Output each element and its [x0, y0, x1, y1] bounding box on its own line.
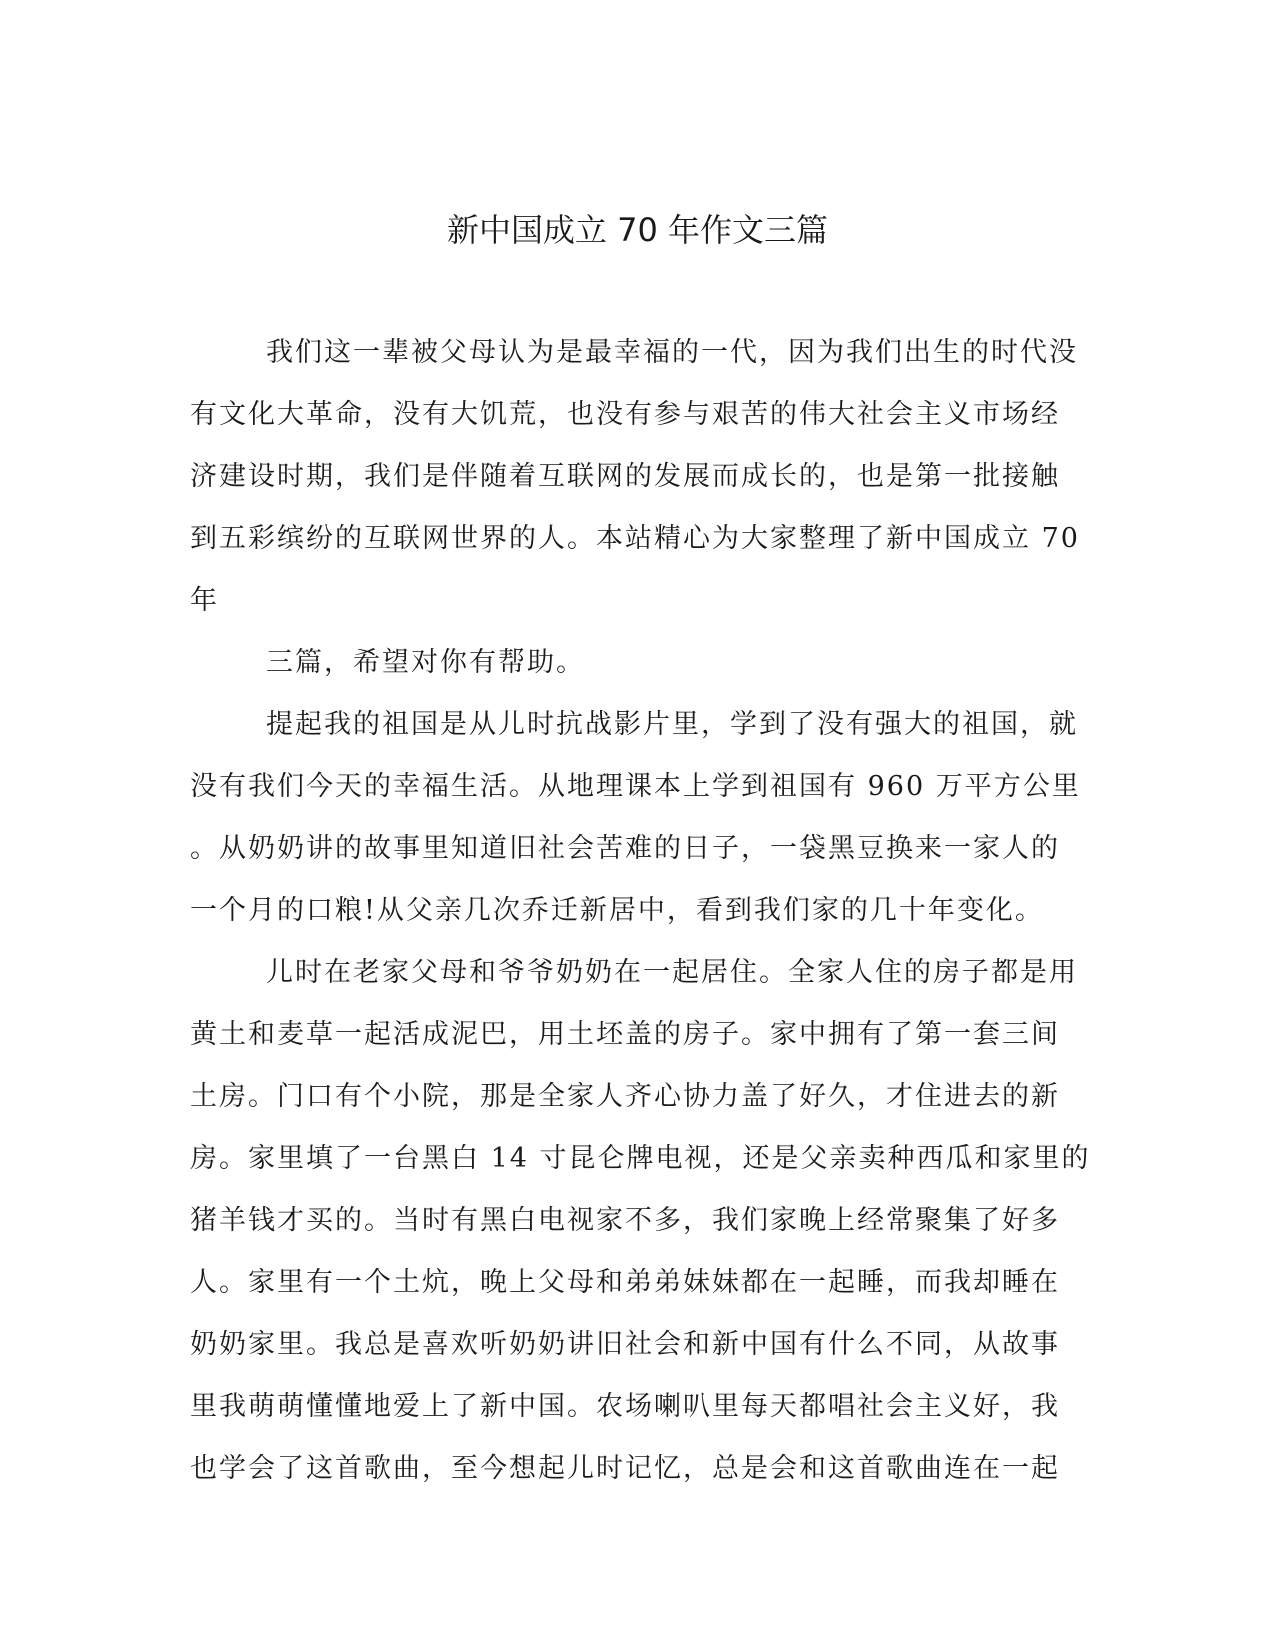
- text-line: 我们这一辈被父母认为是最幸福的一代，因为我们出生的时代没: [266, 337, 1078, 368]
- document-title: 新中国成立 70 年作文三篇: [446, 211, 829, 249]
- document-body: [190, 331, 1090, 1509]
- text-line: 到五彩缤纷的互联网世界的人。本站精心为大家整理了新中国成立 70: [190, 523, 1080, 554]
- text-line: 土房。门口有个小院，那是全家人齐心协力盖了好久，才住进去的新: [190, 1081, 1060, 1112]
- text-line: 儿时在老家父母和爷爷奶奶在一起居住。全家人住的房子都是用: [266, 957, 1078, 988]
- text-line: 年: [190, 585, 219, 616]
- text-line: 。从奶奶讲的故事里知道旧社会苦难的日子，一袋黑豆换来一家人的: [190, 833, 1060, 864]
- text-line: 里我萌萌懂懂地爱上了新中国。农场喇叭里每天都唱社会主义好，我: [190, 1391, 1060, 1422]
- text-line: 济建设时期，我们是伴随着互联网的发展而成长的，也是第一批接触: [190, 461, 1060, 492]
- text-line: 人。家里有一个土炕，晚上父母和弟弟妹妹都在一起睡，而我却睡在: [190, 1267, 1060, 1298]
- text-line: 黄土和麦草一起活成泥巴，用土坯盖的房子。家中拥有了第一套三间: [190, 1019, 1060, 1050]
- text-line: 也学会了这首歌曲，至今想起儿时记忆，总是会和这首歌曲连在一起: [190, 1453, 1060, 1484]
- text-line: 没有我们今天的幸福生活。从地理课本上学到祖国有 960 万平方公里: [190, 771, 1081, 802]
- text-line: 猪羊钱才买的。当时有黑白电视家不多，我们家晚上经常聚集了好多: [190, 1205, 1060, 1236]
- text-line: 提起我的祖国是从儿时抗战影片里，学到了没有强大的祖国，就: [266, 709, 1078, 740]
- text-line: 有文化大革命，没有大饥荒，也没有参与艰苦的伟大社会主义市场经: [190, 399, 1060, 430]
- text-line: 奶奶家里。我总是喜欢听奶奶讲旧社会和新中国有什么不同，从故事: [190, 1329, 1060, 1360]
- text-line: 房。家里填了一台黑白 14 寸昆仑牌电视，还是父亲卖种西瓜和家里的: [190, 1143, 1091, 1174]
- text-line: 一个月的口粮!从父亲几次乔迁新居中，看到我们家的几十年变化。: [190, 895, 1044, 926]
- text-line: 三篇，希望对你有帮助。: [266, 647, 585, 678]
